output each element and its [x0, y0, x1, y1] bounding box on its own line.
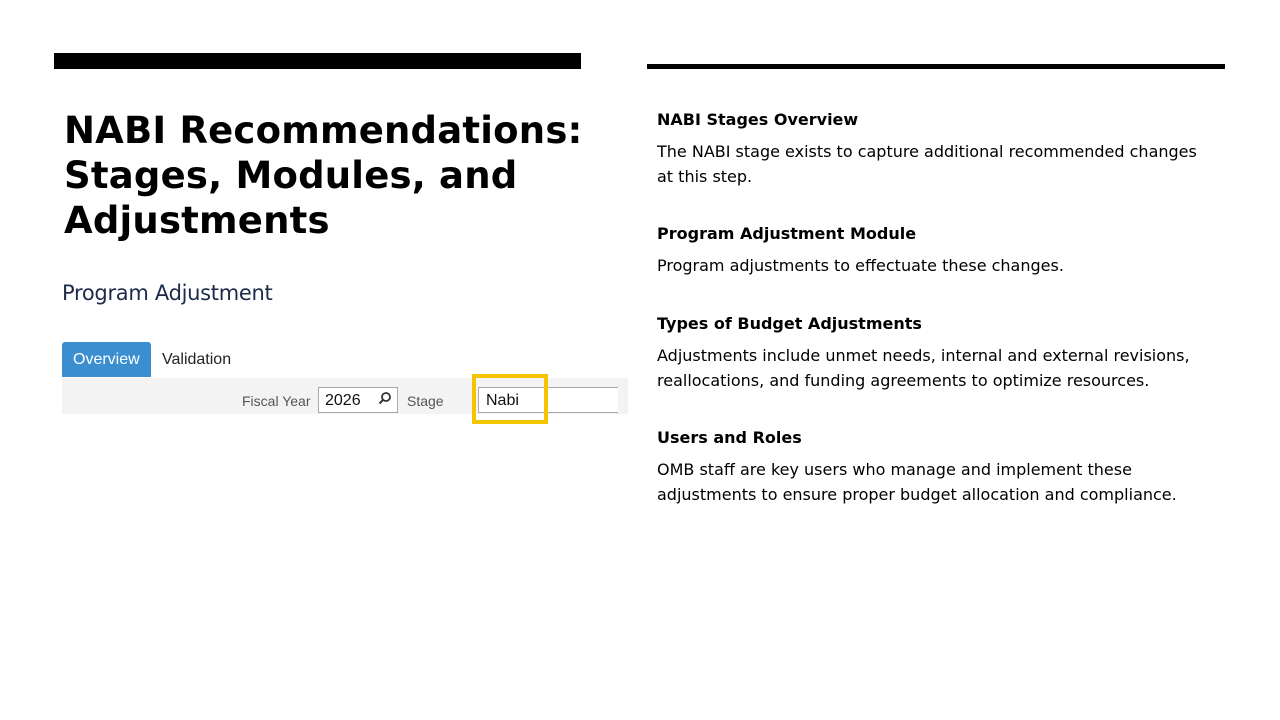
section-body: OMB staff are key users who manage and implement these adjustments to ensure proper budget allocation and compliance. — [657, 460, 1177, 504]
program-adjustment-screenshot — [62, 276, 628, 436]
slide-title: NABI Recommendations: Stages, Modules, and Adjustments — [64, 109, 583, 242]
fiscal-year-field[interactable] — [318, 387, 398, 413]
left-accent-bar — [54, 53, 581, 69]
section-users-and-roles — [657, 427, 1217, 507]
right-accent-bar — [647, 64, 1225, 69]
section-body: The NABI stage exists to capture additional recommended changes at this step. — [657, 142, 1197, 186]
stage-value: Nabi — [486, 392, 519, 409]
tab-overview[interactable]: Overview — [62, 342, 151, 377]
section-heading: Users and Roles — [657, 428, 802, 447]
section-heading: Program Adjustment Module — [657, 224, 917, 243]
section-nabi-stages-overview — [657, 109, 1217, 189]
stage-highlight-box — [472, 374, 548, 424]
fiscal-year-label: Fiscal Year — [242, 393, 311, 409]
search-icon[interactable] — [378, 391, 392, 408]
tab-validation[interactable]: Validation — [162, 351, 232, 368]
program-adjustment-heading: Program Adjustment — [62, 281, 273, 305]
section-program-adjustment-module — [657, 223, 1217, 279]
section-body: Program adjustments to effectuate these changes. — [657, 256, 1064, 275]
section-body: Adjustments include unmet needs, internal and external revisions, reallocations, and funding agreements to optimize resources. — [657, 346, 1190, 390]
section-heading: Types of Budget Adjustments — [657, 314, 922, 333]
section-types-of-budget-adjustments — [657, 313, 1217, 393]
section-heading: NABI Stages Overview — [657, 110, 859, 129]
stage-label: Stage — [407, 393, 444, 409]
fiscal-year-value: 2026 — [325, 392, 361, 409]
